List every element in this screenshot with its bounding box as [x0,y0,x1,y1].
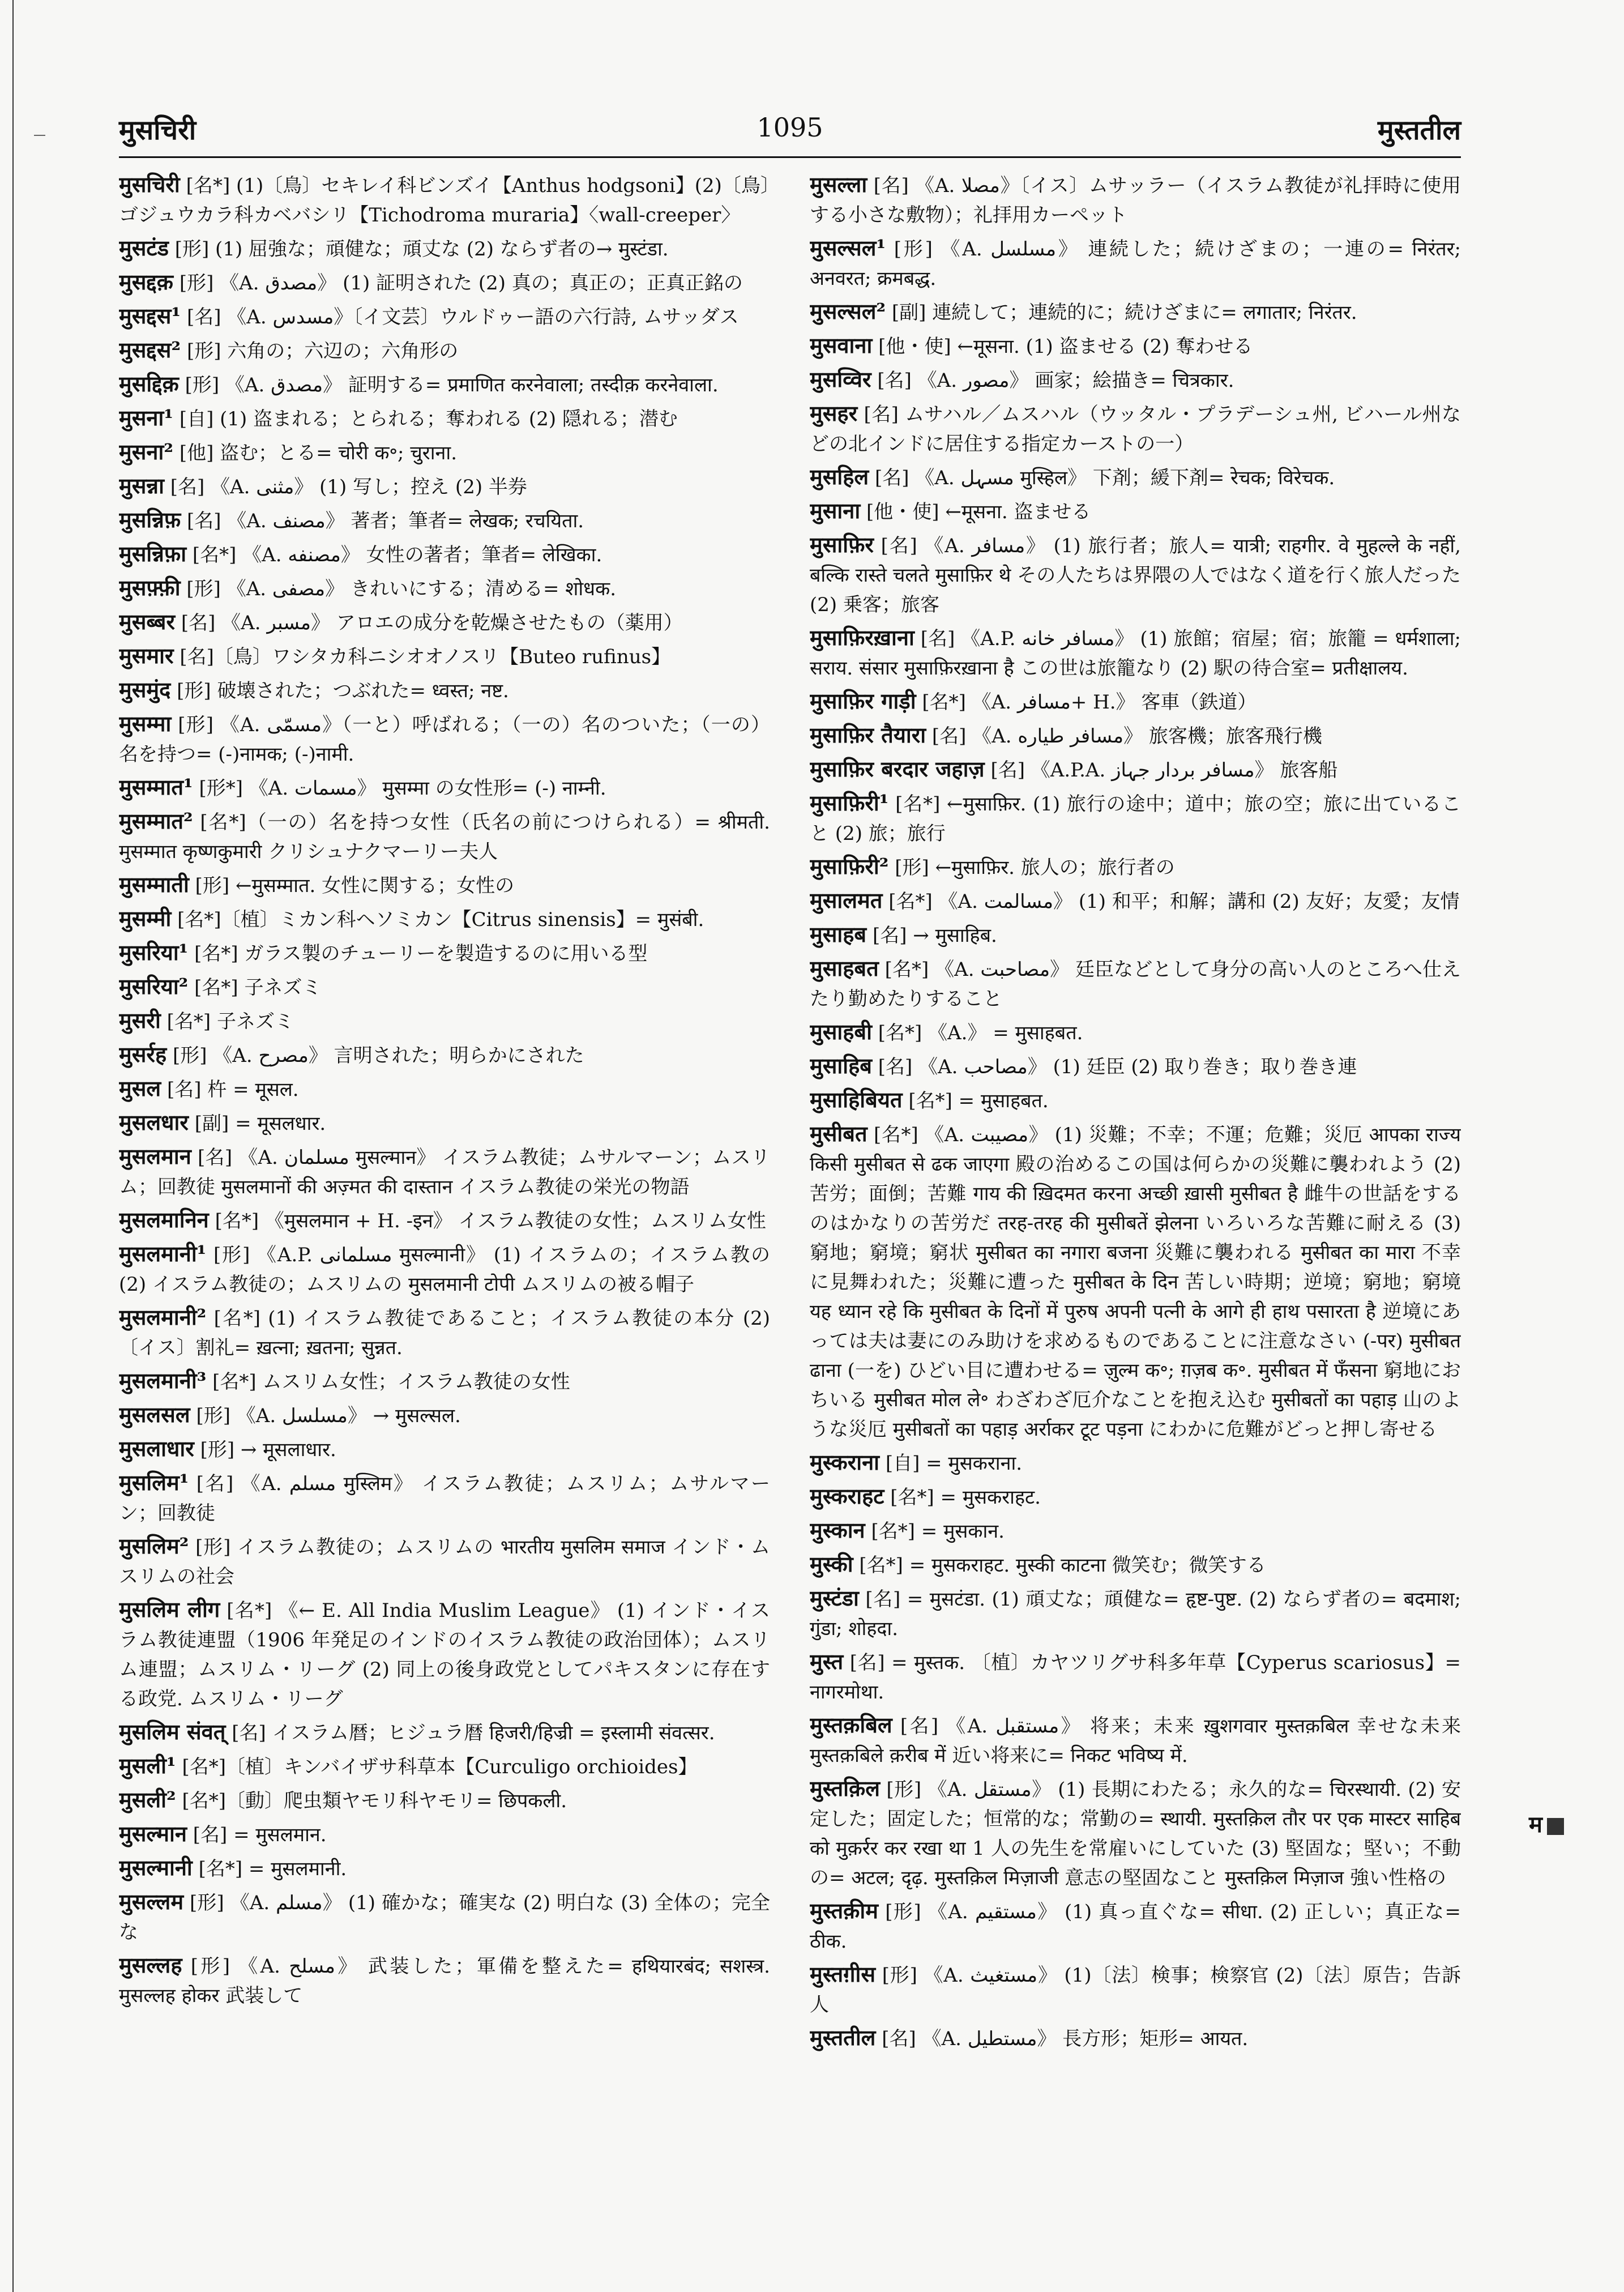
entry-definition: [形] (1) 屈強な；頑健な；頑丈な (2) ならず者の→ मुस्टंडा. [174,238,669,261]
entry-definition: [形] → मूसलाधार. [200,1439,336,1461]
entry-definition: [名*] 《A. مسافر+ H.》 客車（鉄道） [922,691,1257,714]
dictionary-entry [119,471,770,502]
entry-definition: [名] 《A. مسافر》 (1) 旅行者；旅人= यात्री; राहगीर. वे मुहल्ले के नहीं, बल्कि रास्ते चलते मुसाफ़िर थे その人たちは界隈の人ではなく道を行く旅人だった (2) 乗客；旅客 [810,535,1461,616]
entry-definition: [名*] 《A.》 = मुसाहबत. [878,1022,1083,1044]
dictionary-entry [810,686,1461,717]
entry-headword: मुसलधार [119,1109,189,1135]
entry-definition: [名] ムサハル／ムスハル（ウッタル・プラデーシュ州, ビハール州などの北インドに居住する指定カーストの一） [810,403,1461,455]
entry-headword: मुसाफ़िरी¹ [810,790,889,816]
dictionary-entry [119,1819,770,1850]
entry-definition: [名] 《A. مسبر》 アロエの成分を乾燥させたもの（薬用） [181,612,683,634]
entry-definition: [他] 盗む；とる= चोरी क॰; चुराना. [179,442,458,464]
entry-definition: [名*]〔動〕爬虫類ヤモリ科ヤモリ= छिपकली. [182,1790,567,1812]
entry-headword: मुसमार [119,643,174,668]
entry-headword: मुसफ़्फ़ी [119,575,181,600]
entry-headword: मुस्कराहट [810,1483,884,1509]
entry-headword: मुस्तक़िल [810,1775,880,1801]
dictionary-entry [119,403,770,434]
dictionary-entry [810,170,1461,230]
entry-definition: [名] 《A. مصنف》 著者；筆者= लेखक; रचयिता. [187,510,584,532]
entry-definition: [名*] 《A. مصاحبت》 廷臣などとして身分の高い人のところへ仕えたり勤めたりすること [810,958,1461,1010]
dictionary-entry [810,462,1461,493]
entry-headword: मुसाफ़िर तैयारा [810,722,926,748]
dictionary-entry [119,1785,770,1816]
entry-definition: [名*] 子ネズミ [166,1010,294,1033]
entry-headword: मुसद्दस¹ [119,303,181,328]
entry-definition: [名*]（一の）名を持つ女性（氏名の前につけられる）= श्रीमती. मुसम्मात कृष्णकुमारी クリシュナクマーリー夫人 [119,811,770,863]
dictionary-entry [119,1006,770,1036]
entry-definition: [名] 《A. مستطیل》 長方形；矩形= आयत. [882,2028,1249,2050]
entry-definition: [名*] (1) イスラム教徒であること；イスラム教徒の本分 (2)〔イス〕割礼= ख़त्ना; ख़तना; सुन्नत. [119,1307,770,1359]
dictionary-entry [119,1239,770,1299]
dictionary-entry [119,1434,770,1465]
dictionary-entry [810,496,1461,527]
entry-headword: मुस्तग़ीस [810,1961,876,1987]
entry-definition: [形] 六角の；六辺の；六角形の [186,340,459,362]
dictionary-entry [810,1051,1461,1082]
entry-headword: मुसाहबत [810,955,879,981]
entry-definition: [形*] 《A. مسمات》 मुसम्मा の女性形= (-) नाम्नी. [199,777,606,800]
entry-definition: [形] 《A.P. مسلمانی मुसल्मानी》 (1) イスラムの；イスラム教の (2) イスラム教徒の；ムスリムの मुसलमानी टोपी ムスリムの被る帽子 [119,1244,770,1296]
entry-definition: [名] = मुस्तक. 〔植〕カヤツリグサ科多年草【Cyperus scariosus】= नागरमोथा. [810,1651,1461,1704]
entry-headword: मुस्ततील [810,2025,876,2050]
entry-headword: मुसन्निफ़ा [119,541,187,566]
entry-definition: [形] 《A. مسمّی》（一と）呼ばれる；（一の）名のついた；（一の）名を持つ= (-)नामक; (-)नामी. [119,714,770,766]
entry-definition: [名*] = मुसलमानी. [198,1858,347,1880]
dictionary-entry [810,233,1461,293]
dictionary-entry [119,1108,770,1138]
dictionary-entry [119,1531,770,1591]
entry-headword: मुसल्लह [119,1952,182,1978]
entry-definition: [名] 《A. مسلمان मुसल्मान》 イスラム教徒；ムサルマーン；ムスリム；回教徒 मुसलमानों की अज़्मत की दास्तान イスラム教徒の栄光の物語 [119,1146,770,1198]
dictionary-entry [810,1550,1461,1580]
dictionary-entry [119,1468,770,1528]
entry-headword: मुसरिया¹ [119,940,189,965]
dictionary-entry [810,720,1461,751]
entry-headword: मुसहर [810,400,858,426]
entry-headword: मुस्कराना [810,1449,880,1475]
entry-definition: [形] 《A. مسلسل》 連続した；続けざまの；一連の= निरंतर; अनवरत; क्रमबद्ध. [810,238,1461,290]
entry-definition: [名*] ガラス製のチューリーを製造するのに用いる型 [194,942,648,965]
entry-headword: मुसल [119,1075,161,1101]
entry-definition: [他・使] ←मूसना. 盗ませる [866,501,1091,523]
guide-word-left: मुसचिरी [119,114,196,146]
dictionary-entry [119,904,770,934]
entry-definition: [名*] 《← E. All India Muslim League》 (1) インド・イスラム教徒連盟（1906 年発足のインドのイスラム教徒の政治団体）；ムスリム連盟；ムスリム・リーグ (2) 同上の後身政党としてパキスタンに存在する政党. ムスリム・リーグ [119,1599,770,1710]
entry-headword: मुस्टंडा [810,1585,859,1611]
entry-definition: [名*] 《A. مصیبت》 (1) 災難；不幸；不運；危難；災厄 आपका राज्य किसी मुसीबत से ढक जाएगा 殿の治めるこの国は何らかの災難に襲われよう (2) 苦労；面倒；苦難 गाय की ख़िदमत करना अच्छी ख़ासी मुसीबत है 雌牛の世話をするのはかなりの苦労だ तरह-तरह की मुसीबतें झेलना いろいろな苦難に耐える (3) 窮地；窮境；窮状 मुसीबत का नगारा बजना 災難に襲われる मुसीबत का मारा 不幸に見舞われた；災難に遭った मुसीबत के दिन 苦しい時期；逆境；窮地；窮境 यह ध्यान रहे कि मुसीबत के दिनों में पुरुष अपनी पत्नी के आगे ही हाथ पसारता है 逆境にあっては夫は妻にのみ助けを求めるものであることに注意なさい (-पर) मुसीबत ढाना (一を) ひどい目に遭わせる= ज़ुल्म क॰; ग़ज़ब क॰. मुसीबत में फँसना 窮地におちいる मुसीबत मोल ले॰ わざわざ厄介なことを抱え込む मुसीबतों का पहाड़ 山のような災厄 मुसीबतों का पहाड़ अर्राकर टूट पड़ना にわかに危難がどっと押し寄せる [810,1124,1461,1441]
entry-definition: [形] 《A. مصفی》 きれいにする；清める= शोधक. [186,578,616,600]
dictionary-entry [810,886,1461,916]
dictionary-entry [810,1774,1461,1893]
entry-headword: मुसरी [119,1008,161,1033]
entry-headword: मुसाफ़िर बरदार जहाज़ [810,756,985,782]
entry-headword: मुसाहिबियत [810,1087,903,1112]
dictionary-entry [119,972,770,1002]
entry-definition: [名*] 子ネズミ [194,976,322,999]
entry-definition: [形] ←मुसाफ़िर. 旅人の；旅行者の [895,856,1175,879]
dictionary-entry [119,1751,770,1782]
entry-headword: मुसद्दस² [119,337,181,362]
entry-headword: मुसलमानी² [119,1304,207,1330]
entry-headword: मुसीबत [810,1121,867,1146]
entry-headword: मुस्कान [810,1517,865,1543]
entry-headword: मुसवाना [810,332,873,358]
entry-headword: मुसाफ़िरी² [810,853,889,879]
entry-definition: [形] 《A. مسلح》 武装した；軍備を整えた= हथियारबंद; सशस्त्र. मुसल्लह होकर 武装して [119,1955,770,2007]
entry-definition: [形] イスラム教徒の；ムスリムの भारतीय मुसलिम समाज インド・ムスリムの社会 [119,1536,770,1588]
entry-headword: मुसना¹ [119,405,173,430]
entry-definition: [形] 《A. مصدق》 証明する= प्रमाणित करनेवाला; तस्दीक़ करनेवाला. [185,374,719,396]
entry-headword: मुसली² [119,1787,176,1812]
entry-definition: [名] 杵 = मूसल. [167,1078,299,1101]
header-rule [119,156,1461,158]
entry-headword: मुसल्सल² [810,298,886,324]
dictionary-entry [810,1896,1461,1956]
entry-headword: मुसलिम संवत् [119,1719,226,1744]
entry-definition: [名] 《A.P.A. مسافر بردار جہاز》 旅客船 [990,759,1338,782]
entry-definition: [名] 《A. مسہل मुस्हिल》 下剤；緩下剤= रेचक; विरेचक. [875,467,1335,489]
entry-headword: मुसम्मात² [119,808,193,834]
dictionary-entry [810,1516,1461,1546]
dictionary-entry [119,1595,770,1714]
dictionary-entry [119,1205,770,1236]
entry-headword: मुसल्मान [119,1821,187,1846]
entry-headword: मुसल्मानी [119,1855,193,1880]
dictionary-entry [119,870,770,900]
dictionary-entry [119,709,770,769]
entry-definition: [名] = मुसलमान. [193,1824,327,1846]
entry-definition: [名] 《A. مصاحب》 (1) 廷臣 (2) 取り巻き；取り巻き連 [878,1056,1357,1078]
dictionary-entry [119,437,770,468]
entry-headword: मुसलसल [119,1402,190,1427]
entry-headword: मुसचिरी [119,172,180,197]
entry-headword: मुसना² [119,439,173,464]
entry-definition: [名*]〔植〕ミカン科ヘソミカン【Citrus sinensis】= मुसंबी. [177,908,704,931]
dictionary-entry [119,1366,770,1397]
entry-definition: [他・使] ←मूसना. (1) 盗ませる (2) 奪わせる [878,335,1253,358]
right-column [810,170,1461,2247]
dictionary-entry [119,772,770,803]
dictionary-entry [119,1074,770,1104]
dictionary-entry [810,1085,1461,1116]
entry-headword: मुसाफ़िरख़ाना [810,625,914,650]
dictionary-entry [810,852,1461,882]
dictionary-entry [119,1887,770,1947]
page-header [119,111,1461,156]
entry-definition: [形] 《A. مصدق》 (1) 証明された (2) 真の；真正の；正真正銘の [179,272,743,294]
dictionary-entry [810,1448,1461,1478]
dictionary-entry [119,1142,770,1202]
dictionary-entry [810,920,1461,950]
dictionary-entry [810,331,1461,361]
entry-headword: मुस्तक़बिल [810,1712,892,1738]
entry-definition: [自] (1) 盗まれる；とられる；奪われる (2) 隠れる；潜む [179,408,678,430]
entry-definition: [名*] 《A. مصنفه》 女性の著者；筆者= लेखिका. [192,544,602,566]
entry-definition: [形] 《A. مسلسل》 → मुसल्सल. [196,1405,461,1427]
dictionary-entry [119,806,770,867]
entry-headword: मुसालमत [810,887,883,913]
entry-definition: [形] 《A. مسلم》 (1) 確かな；確実な (2) 明白な (3) 全体の；完全な [119,1892,770,1944]
entry-headword: मुसली¹ [119,1753,176,1778]
entry-definition: [名] 《A. مسدس》〔イ文芸〕ウルドゥー語の六行詩, ムサッダス [186,306,739,328]
entry-definition: [名] 《A.P. مسافر خانه》 (1) 旅館；宿屋；宿；旅籠 = धर्मशाला; सराय. संसार मुसाफ़िरख़ाना है この世は旅籠なり (2) 駅の待合室= प्रतीक्षालय. [810,628,1461,680]
scan-mark [34,135,45,136]
dictionary-entry [119,301,770,332]
entry-definition: [名] → मुसाहिब. [872,924,997,947]
entry-definition: [名*] = मुसाहबत. [908,1090,1049,1112]
dictionary-entry [810,1119,1461,1444]
dictionary-entry [810,623,1461,683]
entry-headword: मुस्की [810,1551,853,1577]
entry-headword: मुसहिल [810,464,869,489]
dictionary-entry [119,233,770,264]
dictionary-entry [119,573,770,604]
entry-definition: [名*] = मुसकराहट. [890,1486,1041,1509]
entry-headword: मुसर्रह [119,1042,167,1067]
entry-headword: मुसम्मी [119,906,172,931]
entry-headword: मुसल्ला [810,172,867,197]
entry-definition: [形] 《A. مستقیم》 (1) 真っ直ぐな= सीधा. (2) 正しい；真正な= ठीक. [810,1901,1461,1953]
page-number: 1095 [757,112,823,143]
entry-definition: [名*]〔植〕キンバイザサ科草本【Curculigo orchioides】 [182,1756,698,1778]
dictionary-entry [119,267,770,298]
guide-word-right: मुस्ततील [1377,114,1461,146]
dictionary-entry [119,369,770,400]
dictionary-entry [119,1400,770,1431]
entry-headword: मुसन्ना [119,473,164,498]
entry-definition: [名] 《A. مسلم मुस्लिम》 イスラム教徒；ムスリム；ムサルマーン；回教徒 [119,1472,770,1525]
dictionary-entry [810,754,1461,785]
entry-headword: मुसाफ़िर गाड़ी [810,688,916,714]
thumb-index-letter: म [1529,1811,1542,1838]
entry-headword: मुसद्दिक़ [119,371,179,396]
entry-headword: मुस्तक़ीम [810,1898,878,1923]
entry-definition: [名*] 《A. مسالمت》 (1) 和平；和解；講和 (2) 友好；友愛；友情 [888,890,1460,913]
dictionary-entry [119,607,770,638]
entry-headword: मुस्त [810,1649,844,1674]
dictionary-entry [119,1853,770,1884]
entry-headword: मुसव्विर [810,366,871,392]
dictionary-entry [810,2023,1461,2054]
dictionary-entry [810,1710,1461,1770]
left-column [119,170,770,2247]
entry-headword: मुसलमानी³ [119,1368,207,1393]
dictionary-entry [119,938,770,968]
dictionary-entry [119,641,770,672]
dictionary-entry [810,1960,1461,2020]
entry-definition: [名*] = मुसकराहट. मुस्की काटना 微笑む；微笑する [859,1554,1266,1577]
entry-definition: [名*] 《मुसलमान + H. -इन》 イスラム教徒の女性；ムスリム女性 [215,1210,766,1232]
dictionary-entry [810,1647,1461,1707]
entry-headword: मुसद्दक़ [119,269,173,294]
entry-definition: [形] 破壊された；つぶれた= ध्वस्त; नष्ट. [177,680,509,702]
entry-definition: [名] 《A. مسافر طیاره》 旅客機；旅客飛行機 [931,725,1322,748]
entry-headword: मुसन्निफ़ [119,507,181,532]
thumb-index-tab [1529,1808,1564,1839]
dictionary-entry [119,1950,770,2011]
entry-headword: मुसलमानी¹ [119,1241,207,1266]
entry-definition: [副] = मूसलधार. [194,1112,326,1135]
entry-definition: [名*] ←मुसाफ़िर. (1) 旅行の途中；道中；旅の空；旅に出ていること (2) 旅；旅行 [810,793,1461,845]
entry-definition: [名*] = मुसकान. [871,1520,1005,1543]
entry-definition: [名] 《A. مثنی》 (1) 写し；控え (2) 半券 [170,476,527,498]
dictionary-entry [810,365,1461,395]
entry-definition: [自] = मुसकराना. [885,1452,1023,1475]
entry-definition: [形] 《A. مستغیث》 (1)〔法〕検事；検察官 (2)〔法〕原告；告訴人 [810,1964,1461,2016]
dictionary-entry [119,505,770,536]
entry-definition: [形] 《A. مصرح》 言明された；明らかにされた [172,1044,584,1067]
dictionary-entry [119,170,770,230]
dictionary-entry [810,788,1461,848]
dictionary-entry [119,1040,770,1070]
entry-headword: मुसमुंद [119,677,171,702]
dictionary-entry [810,399,1461,459]
dictionary-entry [810,530,1461,620]
dictionary-entry [810,1017,1461,1048]
dictionary-entry [119,335,770,366]
dictionary-entry [119,675,770,706]
dictionary-entry [119,1303,770,1363]
entry-headword: मुसरिया² [119,974,189,999]
entry-headword: मुसलिम लीग [119,1597,220,1622]
thumb-index-marker [1547,1818,1564,1835]
entry-headword: मुसाहब [810,921,867,947]
entry-definition: [名] 《A. مصلا》〔イス〕ムサッラー（イスラム教徒が礼拝時に使用する小さな敷物）；礼拝用カーペット [810,174,1461,227]
entry-definition: [名*] (1)〔鳥〕セキレイ科ビンズイ【Anthus hodgsoni】(2)〔鳥〕ゴジュウカラ科カベバシリ【Tichodroma muraria】〈wall-creeper〉 [119,174,770,227]
entry-definition: [名] イスラム暦；ヒジュラ暦 हिजरी/हिज्री = इस्लामी संवत्सर. [232,1722,715,1744]
entry-headword: मुसल्लम [119,1889,184,1914]
entry-definition: [名*] ムスリム女性；イスラム教徒の女性 [212,1371,570,1393]
entry-headword: मुसम्मा [119,711,172,736]
entry-headword: मुसाहिब [810,1053,872,1078]
dictionary-entry [119,539,770,570]
entry-headword: मुसलिम¹ [119,1470,189,1495]
entry-definition: [名] 《A. مصور》 画家；絵描き= चित्रकार. [877,369,1234,392]
entry-headword: मुसब्बर [119,609,176,634]
entry-headword: मुसम्मात¹ [119,774,193,800]
entry-definition: [名] = मुसटंडा. (1) 頑丈な；頑健な= हृष्ट-पुष्ट. (2) ならず者の= बदमाश; गुंडा; शोहदा. [810,1588,1461,1640]
entry-definition: [形] 《A. مستقل》 (1) 長期にわたる；永久的な= चिरस्थायी. (2) 安定した；固定した；恒常的な；常勤の= स्थायी. मुस्तक़िल तौर पर एक मास्टर साहिब को मुक़र्रर कर रखा था 1 人の先生を常雇いにしていた (3) 堅固な；堅い；不動の= अटल; दृढ़. मुस्तक़िल मिज़ाजी 意志の堅固なこと मुस्तक़िल मिज़ाज 強い性格の [810,1778,1461,1889]
entry-definition: [名]〔鳥〕ワシタカ科ニシオオノスリ【Buteo rufinus】 [180,646,671,668]
entry-headword: मुसटंड [119,235,169,261]
scan-edge-line [12,0,14,2292]
entry-definition: [形] ←मुसम्मात. 女性に関する；女性の [195,874,515,897]
entry-headword: मुसम्माती [119,872,189,897]
dictionary-entry [810,1482,1461,1512]
entry-headword: मुसलिम² [119,1533,189,1559]
entry-headword: मुसल्सल¹ [810,235,886,261]
entry-definition: [名] 《A. مستقبل》 将来；未来 ख़ुशगवार मुस्तक़बिल 幸せな未来 मुस्तक़बिले क़रीब में 近い将来に= निकट भविष्य में. [810,1715,1461,1767]
dictionary-entry [119,1717,770,1748]
entry-headword: मुसाना [810,498,861,523]
entry-headword: मुसलमानिन [119,1207,209,1232]
entry-headword: मुसलमान [119,1143,191,1169]
dictionary-entry [810,297,1461,327]
dictionary-entry [810,954,1461,1014]
entry-headword: मुसलाधार [119,1436,194,1461]
entry-headword: मुसाफ़िर [810,532,874,557]
entry-definition: [副] 連続して；連続的に；続けざまに= लगातार; निरंतर. [891,301,1357,324]
dictionary-entry [810,1584,1461,1644]
entry-headword: मुसाहबी [810,1019,872,1044]
